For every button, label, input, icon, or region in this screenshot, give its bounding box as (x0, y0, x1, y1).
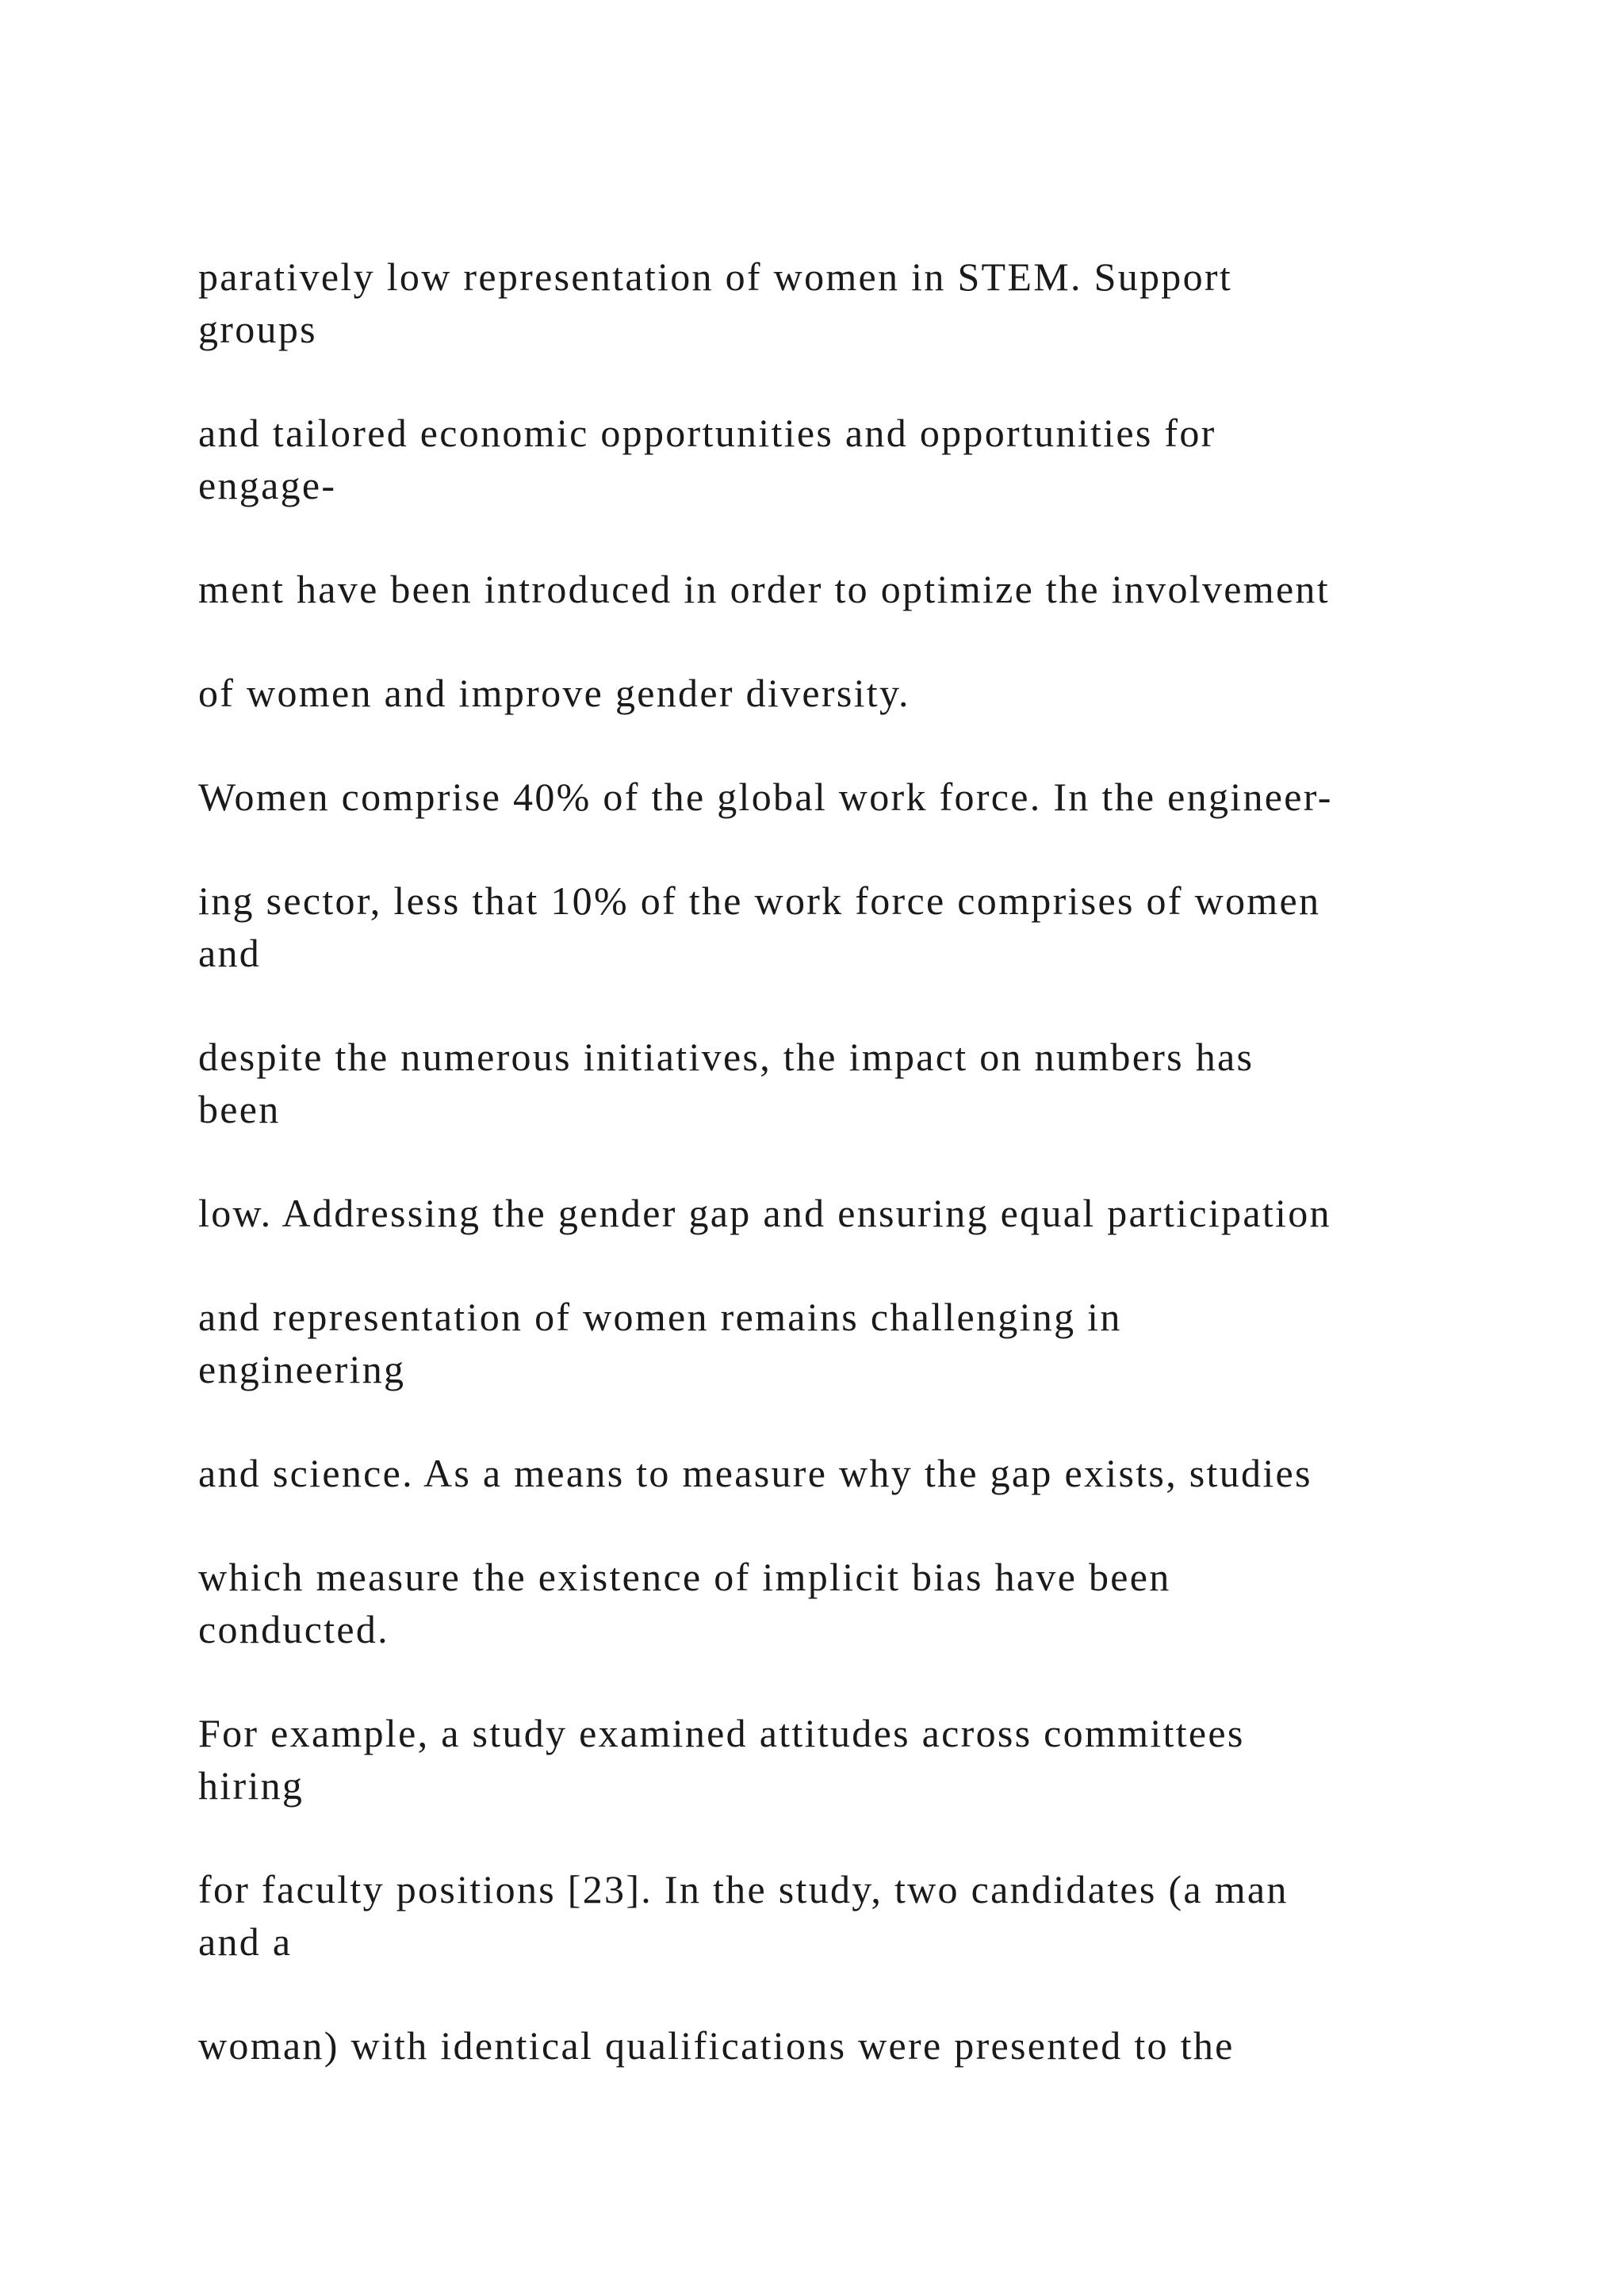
document-body (198, 251, 1499, 2123)
text-line: and representation of women remains challenging in engineering (198, 1295, 1122, 1391)
text-line: low. Addressing the gender gap and ensuring equal participation (198, 1191, 1331, 1235)
text-line: woman) with identical qualifications were presented to the (198, 2023, 1235, 2068)
text-line: which measure the existence of implicit bias have been conducted. (198, 1555, 1171, 1651)
text-line: of women and improve gender diversity. (198, 671, 910, 715)
text-line: for faculty positions [23]. In the study, two candidates (a man and a (198, 1867, 1289, 1964)
text-line: ing sector, less that 10% of the work force comprises of women and (198, 878, 1321, 975)
text-line: despite the numerous initiatives, the impact on numbers has been (198, 1035, 1254, 1131)
text-line: paratively low representation of women in STEM. Support groups (198, 254, 1233, 351)
text-line: ment have been introduced in order to optimize the involvement (198, 567, 1330, 611)
text-line: Women comprise 40% of the global work force. In the engineer- (198, 775, 1333, 819)
text-line: and science. As a means to measure why the gap exists, studies (198, 1451, 1312, 1495)
text-line: For example, a study examined attitudes across committees hiring (198, 1711, 1245, 1808)
text-line: and tailored economic opportunities and opportunities for engage- (198, 411, 1216, 507)
